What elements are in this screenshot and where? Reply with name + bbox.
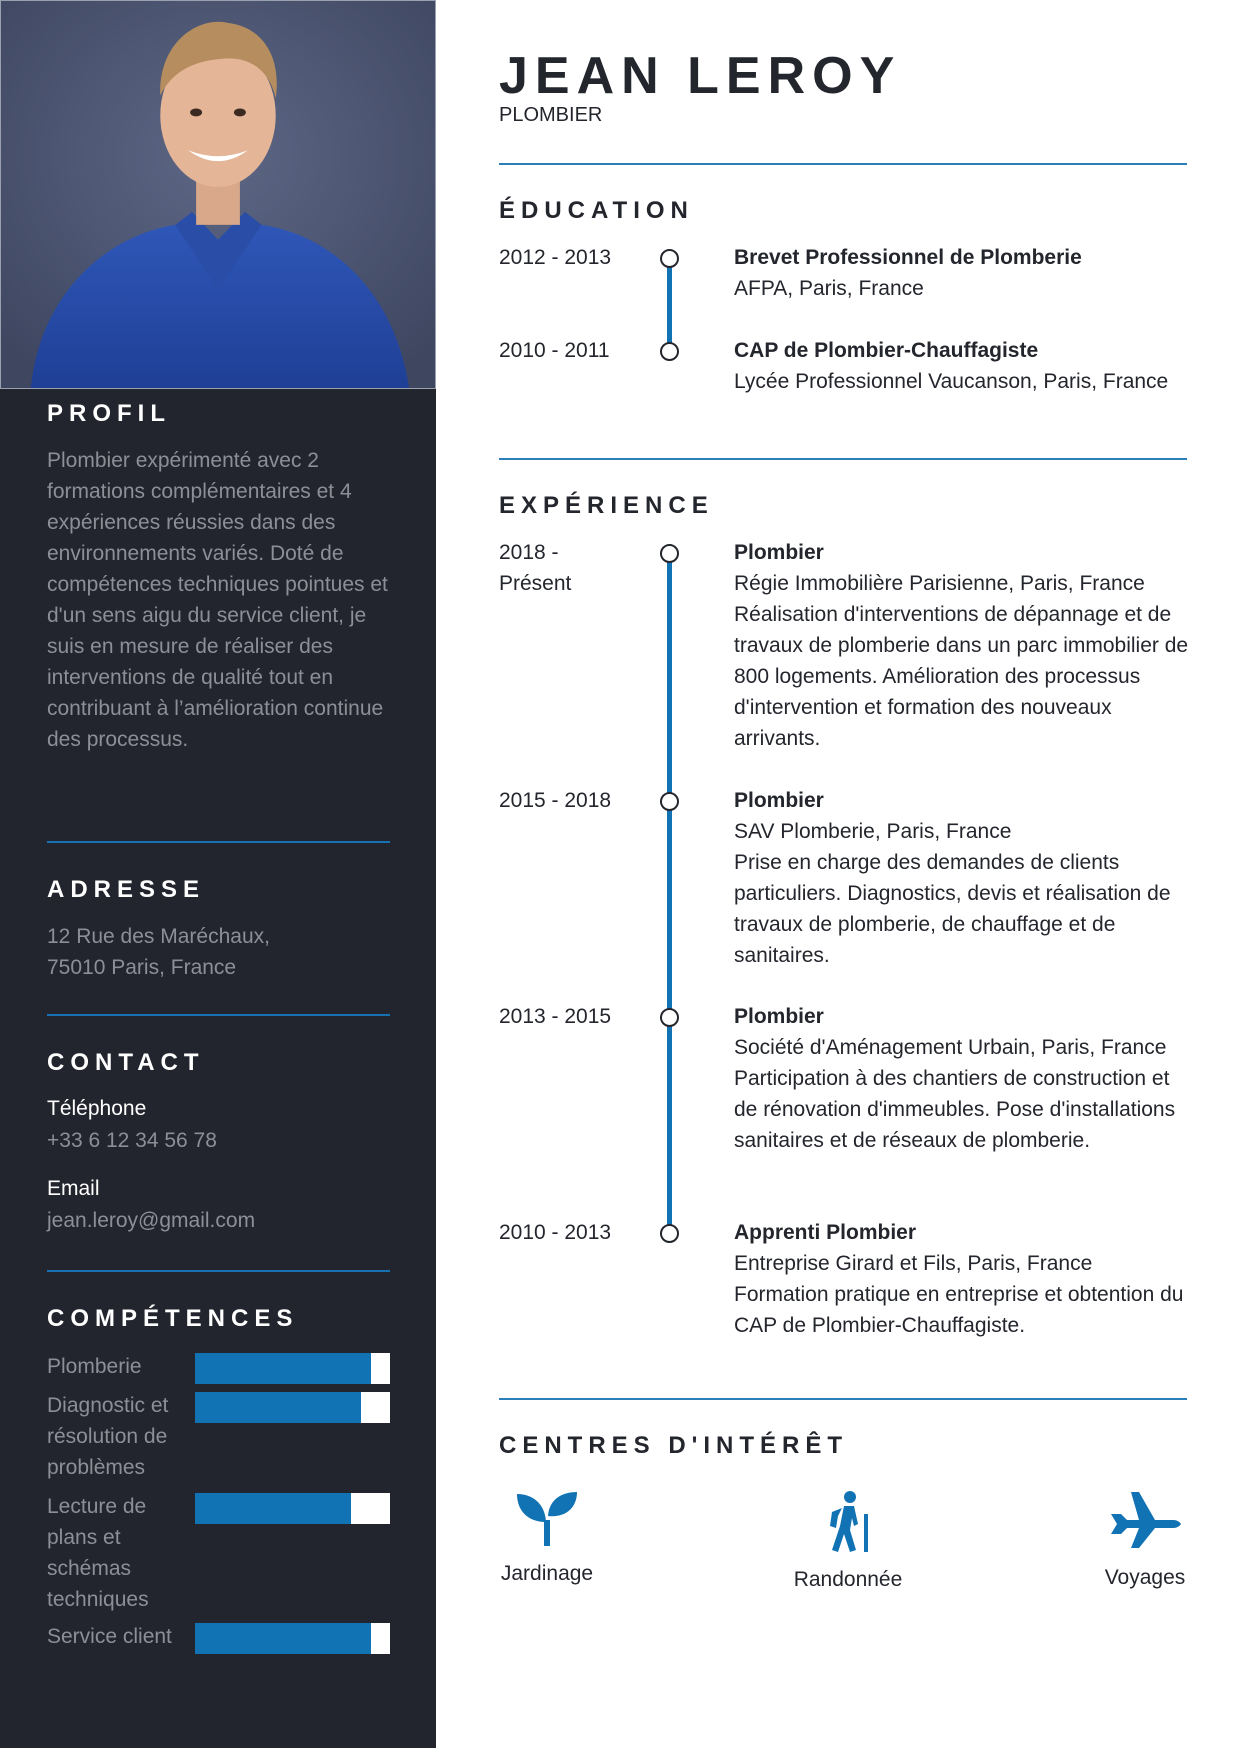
experience-title: Plombier [734, 541, 824, 564]
divider [47, 1270, 390, 1272]
skill-name: Plomberie [47, 1355, 142, 1378]
experience-item [734, 1001, 1194, 1156]
experience-place: Régie Immobilière Parisienne, Paris, France [734, 572, 1145, 595]
profile-photo [0, 0, 436, 389]
interest-label: Voyages [1104, 1566, 1186, 1589]
education-heading: ÉDUCATION [499, 197, 694, 224]
skills-section [47, 1305, 390, 1685]
skill-name: Diagnostic et résolution de problèmes [47, 1394, 169, 1479]
experience-item [734, 785, 1194, 971]
divider [499, 1398, 1187, 1400]
portrait-image [1, 1, 435, 388]
experience-date: 2018 - Présent [499, 541, 572, 595]
profile-heading: PROFIL [47, 400, 171, 427]
interest-item [790, 1490, 906, 1592]
timeline-dot [660, 1008, 679, 1027]
skill-bar [195, 1493, 390, 1524]
experience-title: Apprenti Plombier [734, 1221, 917, 1244]
experience-title: Plombier [734, 789, 824, 812]
experience-place: Société d'Aménagement Urbain, Paris, France [734, 1036, 1167, 1059]
sprout-icon [515, 1490, 579, 1546]
email-label: Email [47, 1177, 100, 1200]
phone-label: Téléphone [47, 1097, 147, 1120]
address-section [47, 876, 390, 983]
divider [499, 458, 1187, 460]
phone-value[interactable]: +33 6 12 34 56 78 [47, 1129, 217, 1152]
interest-item [1100, 1490, 1190, 1590]
experience-description: Prise en charge des demandes de clients particuliers. Diagnostics, devis et réalisation de travaux de plomberie, de chauffage et de sanitaires. [734, 851, 1171, 967]
divider [47, 1014, 390, 1016]
experience-title: Plombier [734, 1005, 824, 1028]
education-place: AFPA, Paris, France [734, 277, 924, 300]
skill-bar [195, 1353, 390, 1384]
contact-section [47, 1049, 390, 1236]
address-line-1: 12 Rue des Maréchaux, [47, 925, 270, 948]
skill-level-fill [195, 1493, 351, 1524]
skill-bar [195, 1392, 390, 1423]
timeline-dot [660, 544, 679, 563]
hiker-icon [824, 1490, 872, 1552]
skill-name: Service client [47, 1625, 172, 1648]
address-heading: ADRESSE [47, 876, 206, 903]
timeline-dot [660, 249, 679, 268]
divider [499, 163, 1187, 165]
experience-description: Réalisation d'interventions de dépannage et de travaux de plomberie dans un parc immobilier de 800 logements. Amélioration des processus d'intervention et formation des nouveaux arrivants. [734, 603, 1189, 750]
education-item [734, 242, 1194, 304]
interest-item [499, 1490, 595, 1586]
profile-section [47, 400, 390, 755]
education-title: CAP de Plombier-Chauffagiste [734, 339, 1039, 362]
job-title: PLOMBIER [499, 104, 603, 126]
timeline-dot [660, 792, 679, 811]
address-line-2: 75010 Paris, France [47, 956, 237, 979]
skill-name: Lecture de plans et schémas techniques [47, 1495, 149, 1611]
airplane-icon [1109, 1490, 1181, 1550]
experience-place: SAV Plomberie, Paris, France [734, 820, 1012, 843]
education-place: Lycée Professionnel Vaucanson, Paris, France [734, 370, 1169, 393]
skill-level-fill [195, 1623, 371, 1654]
education-item [734, 335, 1194, 397]
interest-label: Jardinage [500, 1562, 594, 1585]
education-title: Brevet Professionnel de Plomberie [734, 246, 1082, 269]
timeline-line [667, 258, 672, 353]
education-date: 2012 - 2013 [499, 246, 612, 269]
email-value[interactable]: jean.leroy@gmail.com [47, 1209, 256, 1232]
divider [47, 841, 390, 843]
experience-heading: EXPÉRIENCE [499, 492, 714, 519]
skills-heading: COMPÉTENCES [47, 1305, 299, 1332]
experience-date: 2015 - 2018 [499, 789, 612, 812]
education-date: 2010 - 2011 [499, 339, 610, 362]
sidebar [0, 0, 436, 1748]
interests-heading: CENTRES D'INTÉRÊT [499, 1432, 849, 1459]
experience-item [734, 537, 1194, 754]
profile-text: Plombier expérimenté avec 2 formations complémentaires et 4 expériences réussies dans des environnements variés. Doté de compétences techniques pointues et d'un sens aigu du service client, je suis en mesure de réaliser des interventions de qualité tout en contribuant à l’amélioration continue des processus. [47, 449, 388, 751]
contact-heading: CONTACT [47, 1049, 205, 1076]
experience-description: Formation pratique en entreprise et obtention du CAP de Plombier-Chauffagiste. [734, 1283, 1184, 1337]
timeline-dot [660, 342, 679, 361]
person-name: JEAN LEROY [499, 47, 902, 105]
experience-description: Participation à des chantiers de construction et de rénovation d'immeubles. Pose d'installations sanitaires et de réseaux de plomberie. [734, 1067, 1176, 1152]
timeline-dot [660, 1224, 679, 1243]
experience-item [734, 1217, 1194, 1341]
experience-date: 2010 - 2013 [499, 1221, 612, 1244]
skill-bar [195, 1623, 390, 1654]
experience-date: 2013 - 2015 [499, 1005, 612, 1028]
skill-level-fill [195, 1392, 361, 1423]
skill-level-fill [195, 1353, 371, 1384]
timeline-line [667, 553, 672, 1233]
experience-place: Entreprise Girard et Fils, Paris, France [734, 1252, 1093, 1275]
interest-label: Randonnée [793, 1568, 903, 1591]
